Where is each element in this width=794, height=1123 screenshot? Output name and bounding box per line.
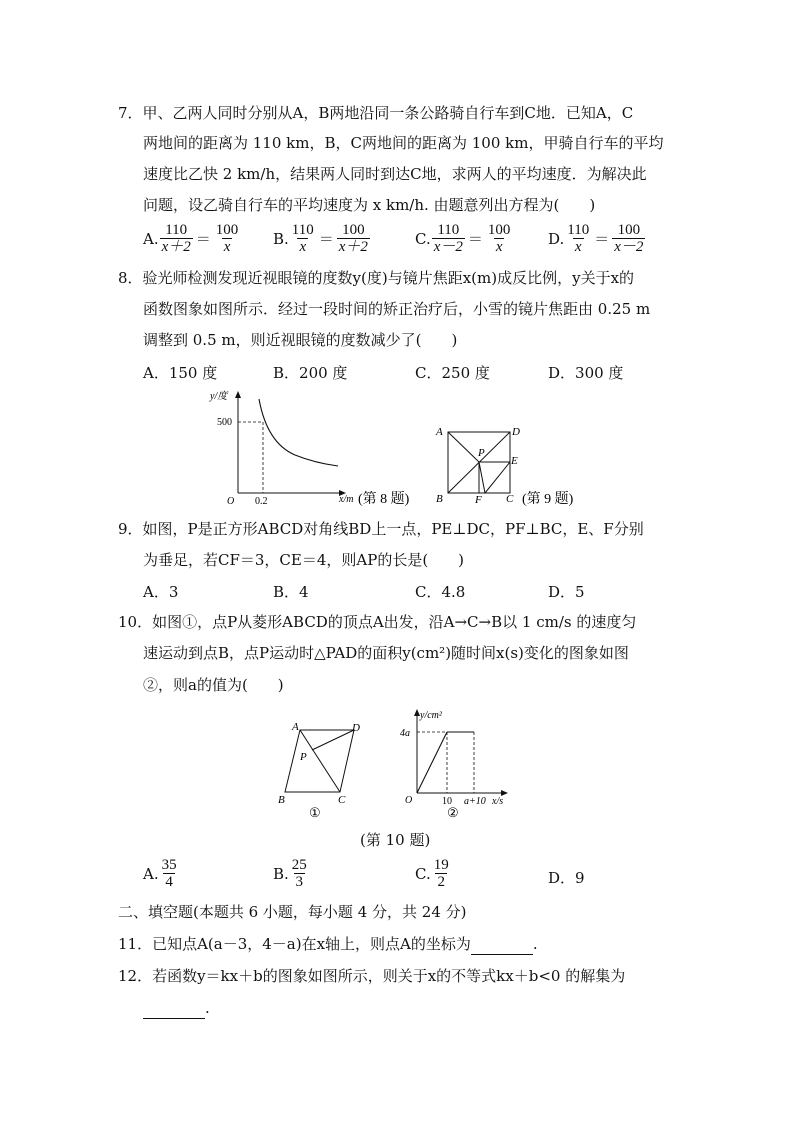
denominator: x＋2 [338, 239, 368, 255]
numerator: 100 [617, 222, 641, 238]
denominator: 4 [165, 874, 173, 890]
q11-answer-blank[interactable] [471, 934, 533, 955]
numerator: 110 [165, 222, 188, 238]
q11 [118, 934, 538, 955]
q8-y500: 500 [217, 417, 232, 428]
q10-fig1-label-a: A [292, 721, 299, 733]
q9-line2: 为垂足，若CF＝3，CE＝4，则AP的长是( ) [143, 551, 465, 569]
option-label: A. [143, 864, 159, 883]
q12-answer-blank[interactable] [143, 998, 205, 1019]
section-2-heading: 二、填空题(本题共 6 小题，每小题 4 分，共 24 分) [118, 903, 467, 921]
q8-option-a[interactable]: A．150 度 [143, 364, 218, 382]
numerator: 110 [291, 222, 314, 238]
q10-line3: ②，则a的值为( ) [143, 676, 284, 694]
option-label: C. [415, 229, 431, 248]
q7-option-b[interactable]: B. $\frac{110}{x}$ ＝ $\frac{100}{x+2}$ [273, 222, 368, 255]
q8-line2: 函数图象如图所示．经过一段时间的矫正治疗后，小雪的镜片焦距由 0.25 m [143, 300, 651, 318]
option-label: A. [143, 229, 159, 248]
q10-line1: 10．如图①，点P从菱形ABCD的顶点A出发，沿A→C→B以 1 cm/s 的速度匀 [118, 613, 637, 631]
q9-label-e: E [511, 455, 518, 467]
q10-option-d[interactable]: D．9 [548, 869, 585, 887]
q10-figure1 [272, 718, 372, 823]
q10-option-c[interactable] [415, 857, 452, 890]
numerator: 110 [567, 222, 590, 238]
q7-option-d[interactable]: D. $\frac{110}{x}$ ＝ $\frac{100}{x-2}$ [548, 222, 644, 255]
q9-label-c: C [506, 493, 514, 505]
q10-fig2-xa10: a+10 [464, 796, 486, 807]
q11-end: . [532, 935, 538, 953]
q10-line2: 速运动到点B，点P运动时△PAD的面积y(cm²)随时间x(s)变化的图象如图 [143, 644, 629, 662]
numerator: 35 [161, 857, 177, 873]
q10-caption: (第 10 题) [360, 831, 431, 849]
q10-fig2-xlabel: x/s [492, 796, 504, 807]
q9-label-b: B [436, 493, 443, 505]
denominator: x [495, 239, 503, 255]
q10-fig1-label-d: D [352, 722, 360, 734]
denominator: x－2 [433, 239, 463, 255]
q7-line1: 7．甲、乙两人同时分别从A，B两地沿同一条公路骑自行车到C地．已知A，C [118, 104, 634, 122]
q10-fig1-label-b: B [278, 794, 285, 806]
q10-fig1-label-c: C [338, 794, 346, 806]
q9-figure [430, 418, 580, 513]
q10-fig2-y4a: 4a [400, 728, 410, 739]
q8-option-d[interactable]: D．300 度 [548, 364, 624, 382]
q9-option-d[interactable]: D．5 [548, 583, 585, 601]
q10-fig1-label-p: P [300, 751, 307, 763]
numerator: 19 [433, 857, 449, 873]
q9-option-a[interactable]: A．3 [143, 583, 179, 601]
q7-line2: 两地间的距离为 110 km，B，C两地间的距离为 100 km，甲骑自行车的平均 [143, 134, 664, 152]
q8-line1: 8．验光师检测发现近视眼镜的度数y(度)与镜片焦距x(m)成反比例，y关于x的 [118, 269, 635, 287]
q10-fig2-origin: O [405, 795, 413, 806]
q10-fig1-mark: ① [309, 805, 321, 820]
q8-xlabel: x/m [339, 494, 354, 505]
q8-origin: O [227, 496, 235, 507]
numerator: 100 [215, 222, 239, 238]
q7-line4: 问题，设乙骑自行车的平均速度为 x km/h. 由题意列出方程为( ) [143, 196, 596, 214]
q9-caption: (第 9 题) [522, 492, 574, 507]
denominator: x－2 [614, 239, 644, 255]
option-label: B. [273, 864, 289, 883]
q10-option-a[interactable] [143, 857, 180, 890]
q9-label-d: D [512, 426, 520, 438]
numerator: 100 [342, 222, 365, 238]
q12-end: . [205, 999, 210, 1017]
q8-x02: 0.2 [255, 496, 268, 507]
q11-text: 11．已知点A(a－3，4－a)在x轴上，则点A的坐标为 [118, 935, 471, 953]
q9-option-c[interactable]: C．4.8 [415, 583, 466, 601]
q8-option-b[interactable]: B．200 度 [273, 364, 348, 382]
q9-label-a: A [436, 426, 443, 438]
option-label: B. [273, 229, 289, 248]
q10-fig2-mark: ② [447, 805, 459, 820]
denominator: x [574, 239, 582, 255]
numerator: 25 [291, 857, 307, 873]
q8-figure [205, 385, 420, 510]
numerator: 110 [437, 222, 460, 238]
denominator: x＋2 [161, 239, 191, 255]
denominator: x [299, 239, 307, 255]
q8-line3: 调整到 0.5 m，则近视眼镜的度数减少了( ) [143, 331, 458, 349]
q8-ylabel: y/度 [210, 391, 228, 402]
numerator: 100 [487, 222, 511, 238]
denominator: 3 [295, 874, 304, 890]
q8-caption: (第 8 题) [358, 492, 410, 507]
option-label: D. [548, 229, 565, 248]
q8-option-c[interactable]: C．250 度 [415, 364, 490, 382]
q7-option-c[interactable]: C. $\frac{110}{x-2}$ ＝ $\frac{100}{x}$ [415, 222, 511, 255]
q10-option-b[interactable] [273, 857, 310, 890]
q12-line2 [143, 998, 210, 1019]
option-label: C. [415, 864, 431, 883]
q7-option-a[interactable]: A. $\frac{110}{x+2}$ ＝ $\frac{100}{x}$ [143, 222, 239, 255]
q9-option-b[interactable]: B．4 [273, 583, 309, 601]
q10-fig2-ylabel: y/cm² [420, 710, 442, 721]
inverse-curve [259, 399, 338, 466]
q9-line1: 9．如图，P是正方形ABCD对角线BD上一点，PE⊥DC，PF⊥BC，E、F分别 [118, 520, 644, 538]
denominator: 2 [437, 874, 445, 890]
q12-line1: 12．若函数y＝kx＋b的图象如图所示，则关于x的不等式kx＋b<0 的解集为 [118, 967, 626, 985]
q9-label-p: P [478, 447, 485, 459]
q10-figure2 [392, 705, 522, 823]
q10-fig2-x10: 10 [442, 796, 452, 807]
q7-line3: 速度比乙快 2 km/h，结果两人同时到达C地，求两人的平均速度．为解决此 [143, 165, 647, 183]
denominator: x [223, 239, 231, 255]
q9-label-f: F [475, 494, 482, 506]
